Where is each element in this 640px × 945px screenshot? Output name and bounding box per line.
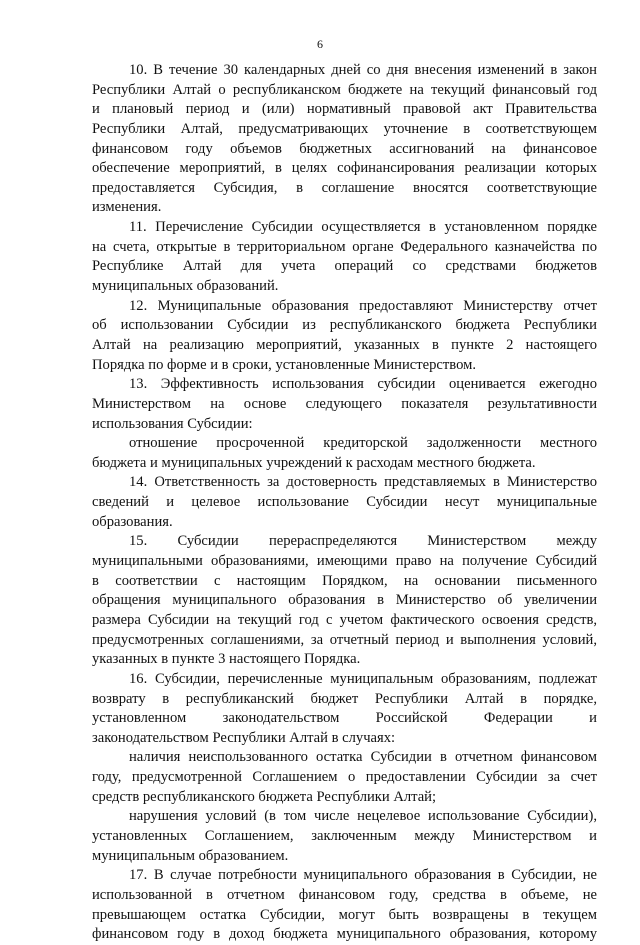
text-line: наличия неиспользованного остатка Субсидии в отчетном финансовом: [129, 749, 597, 766]
text-line: сведений и целевое использование Субсидии несут муниципальные: [92, 494, 597, 511]
text-line: размера Субсидии на текущий год с учетом фактического освоения средств,: [92, 611, 597, 628]
text-line: установленных Соглашением, заключенным между Министерством и: [92, 827, 597, 844]
text-line: 12. Муниципальные образования предоставляют Министерству отчет: [129, 297, 597, 314]
text-line: 16. Субсидии, перечисленные муниципальным образованиям, подлежат: [129, 670, 597, 687]
text-line: в соответствии с настоящим Порядком, на основании письменного: [92, 572, 597, 589]
text-line: муниципальным образованием.: [92, 847, 289, 864]
text-line: возврату в республиканский бюджет Республики Алтай в порядке,: [92, 690, 597, 707]
text-line: финансовом году объемов бюджетных ассигнований на финансовое: [92, 140, 597, 157]
text-line: об использовании Субсидии из республиканского бюджета Республики: [92, 317, 597, 334]
text-line: установленном законодательством Российской Федерации и: [92, 710, 597, 727]
text-line: Алтай на реализацию мероприятий, указанных в пункте 2 настоящего: [92, 336, 597, 353]
text-line: году, предусмотренной Соглашением о предоставлении Субсидии за счет: [92, 769, 597, 786]
text-line: нарушения условий (в том числе нецелевое использование Субсидии),: [129, 808, 597, 825]
text-line: 10. В течение 30 календарных дней со дня внесения изменений в закон: [129, 62, 597, 78]
text-line: средств республиканского бюджета Республики Алтай;: [92, 788, 437, 805]
text-line: и плановый период и (или) нормативный правовой акт Правительства: [92, 101, 597, 118]
text-line: изменения.: [92, 199, 162, 216]
text-line: использования Субсидии:: [92, 415, 253, 432]
text-line: Порядка по форме и в сроки, установленные Министерством.: [92, 356, 476, 373]
text-line: муниципальными образованиями, имеющими право на получение Субсидий: [92, 553, 597, 570]
text-line: предоставляется Субсидия, в соглашение вносятся соответствующие: [92, 179, 597, 196]
text-line: Республики Алтай о республиканском бюджете на текущий финансовый год: [92, 81, 597, 98]
text-line: 13. Эффективность использования субсидии оценивается ежегодно: [129, 376, 597, 393]
text-line: 11. Перечисление Субсидии осуществляется в установленном порядке: [129, 219, 597, 236]
text-line: образования.: [92, 513, 173, 530]
text-line: обращения муниципального образования в Министерство об увеличении: [92, 592, 597, 609]
text-line: использованной в отчетном финансовом году, средства в объеме, не: [92, 886, 597, 903]
document-body: [92, 61, 597, 945]
text-line: указанных в пункте 3 настоящего Порядка.: [92, 651, 361, 668]
text-line: финансовом году в доход бюджета муниципального образования, которому: [92, 926, 597, 943]
text-line: на счета, открытые в территориальном органе Федерального казначейства по: [92, 238, 597, 255]
text-line: Республике Алтай для учета операций со средствами бюджетов: [92, 258, 597, 275]
text-line: 14. Ответственность за достоверность представляемых в Министерство: [129, 474, 597, 491]
text-line: отношение просроченной кредиторской задолженности местного: [129, 435, 597, 452]
text-line: муниципальных образований.: [92, 278, 279, 295]
text-line: 15. Субсидии перераспределяются Министерством между: [129, 533, 597, 550]
text-line: предусмотренных соглашениями, за отчетный период и выполнения условий,: [92, 631, 597, 648]
text-line: 17. В случае потребности муниципального образования в Субсидии, не: [129, 867, 597, 884]
page-number: 6: [317, 37, 323, 51]
text-line: обеспечение мероприятий, в целях софинансирования реализации которых: [92, 160, 597, 177]
text-line: бюджета и муниципальных учреждений к расходам местного бюджета.: [92, 454, 536, 471]
text-line: превышающем остатка Субсидии, могут быть возвращены в текущем: [92, 906, 597, 923]
text-line: законодательством Республики Алтай в случаях:: [92, 729, 396, 746]
text-line: Республики Алтай, предусматривающих уточнение в соответствующем: [92, 120, 597, 137]
text-line: Министерством на основе следующего показателя результативности: [92, 395, 597, 412]
